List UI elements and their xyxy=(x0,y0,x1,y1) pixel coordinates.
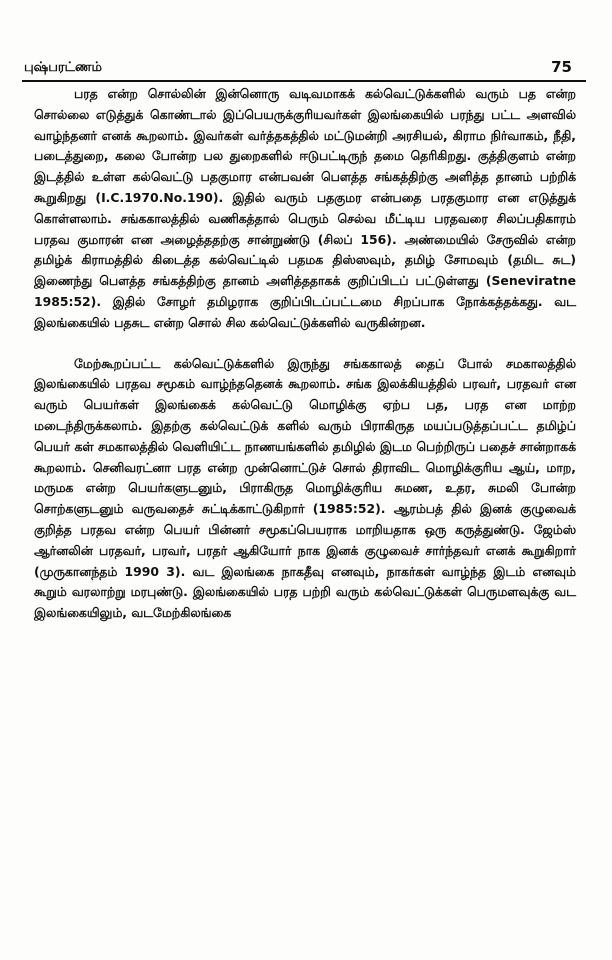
running-head: புஷ்பரட்ணம் xyxy=(24,60,102,75)
body-text xyxy=(34,84,576,624)
paragraph-2: மேற்கூறப்பட்ட கல்வெட்டுக்களில் இருந்து சங்ககாலத் தைப் போல் சமகாலத்தில் இலங்கையில் பரதவ சமூகம் வாழ்ந்ததெனக் கூறலாம். சங்க இலக்கியத்தில் பரவர், பரதவர் என வரும் பெயர்கள் இலங்கைக் கல்வெட்டு மொழிக்கு ஏற்ப பத, பரத என மாற்ற மடைந்திருக்கலாம். இதற்கு கல்வெட்டுக் களில் வரும் பிராகிருத மயப்படுத்தப்பட்ட தமிழ்ப் பெயர் கள் சமகாலத்தில் வெளியிட்ட நாணயங்களில் தமிழில் இடம பெற்றிருப் பதைச் சான்றாகக் கூறலாம். செனிவரட்னா பரத என்ற முன்னொட்டுச் சொல் திராவிட மொழிக்குரிய ஆய், மாற, மருமக என்ற பெயர்களுடனும், பிராகிருத மொழிக்குரிய சுமண, உதர, சுமலி போன்ற சொற்களுடனும் வருவதைச் சுட்டிக்காட்டுகிறார் (1985:52). ஆரம்பத் தில் இனக் குழுவைக் குறித்த பரதவ என்ற பெயர் பின்னர் சமூகப்பெயராக மாறியதாக ஒரு கருத்துண்டு. ஜேம்ஸ் ஆர்னலின் பரதவர், பரவர், பரதர் ஆகியோர் நாக இனக் குழுவைச் சார்ந்தவர் எனக் கூறுகிறார் (முருகானந்தம் 1990 3). வட இலங்கை நாகதீவு எனவும், நாகர்கள் வாழ்ந்த இடம் எனவும் கூறும் வரலாற்று மரபுண்டு. இலங்கையில் பரத பற்றி வரும் கல்வெட்டுக்கள் பெருமளவுக்கு வட இலங்கையிலும், வடமேற்கிலங்கை xyxy=(34,355,576,621)
page-number: 75 xyxy=(551,58,572,76)
paragraph-1: பரத என்ற சொல்லின் இன்னொரு வடிவமாகக் கல்வெட்டுக்களில் வரும் பத என்ற சொல்லை எடுத்துக் கொண்டால் இப்பெயருக்குரியவர்கள் இலங்கையில் பரந்து பட்ட அளவில் வாழ்ந்தனர் எனக் கூறலாம். இவர்கள் வர்த்தகத்தில் மட்டுமன்றி அரசியல், கிராம நிர்வாகம், நீதி, படைத்துறை, கலை போன்ற பல துறைகளில் ஈடுபட்டிருந் தமை தெரிகிறது. குத்திகுளம் என்ற இடத்தில் உள்ள கல்வெட்டு பதகுமார என்பவன் பௌத்த சங்கத்திற்கு அளித்த தானம் பற்றிக் கூறுகிறது (I.C.1970.No.190). இதில் வரும் பதகுமர என்பதை பரதகுமார என எடுத்துக் கொள்ளலாம். சங்ககாலத்தில் வணிகத்தால் பெரும் செல்வ மீட்டிய பரதவரை சிலப்பதிகாரம் பரதவ குமாரன் என அழைத்ததற்கு சான்றுண்டு (சிலப் 156). அண்மையில் சேருவில் என்ற தமிழ்க் கிராமத்தில் கிடைத்த கல்வெட்டில் பதமக திஸ்ஸவும், தமிழ் சோமவும் (தமிட சுட) இணைந்து பௌத்த சங்கத்திற்கு தானம் அளித்ததாகக் குறிப்பிடப் பட்டுள்ளது (Seneviratne 1985:52). இதில் சோழர் தமிழராக குறிப்பிடப்பட்டமை சிறப்பாக நோக்கத்தக்கது. வட இலங்கையில் பதசுட என்ற சொல் சில கல்வெட்டுக்களில் வருகின்றன. xyxy=(34,86,576,330)
header-rule xyxy=(22,80,586,82)
